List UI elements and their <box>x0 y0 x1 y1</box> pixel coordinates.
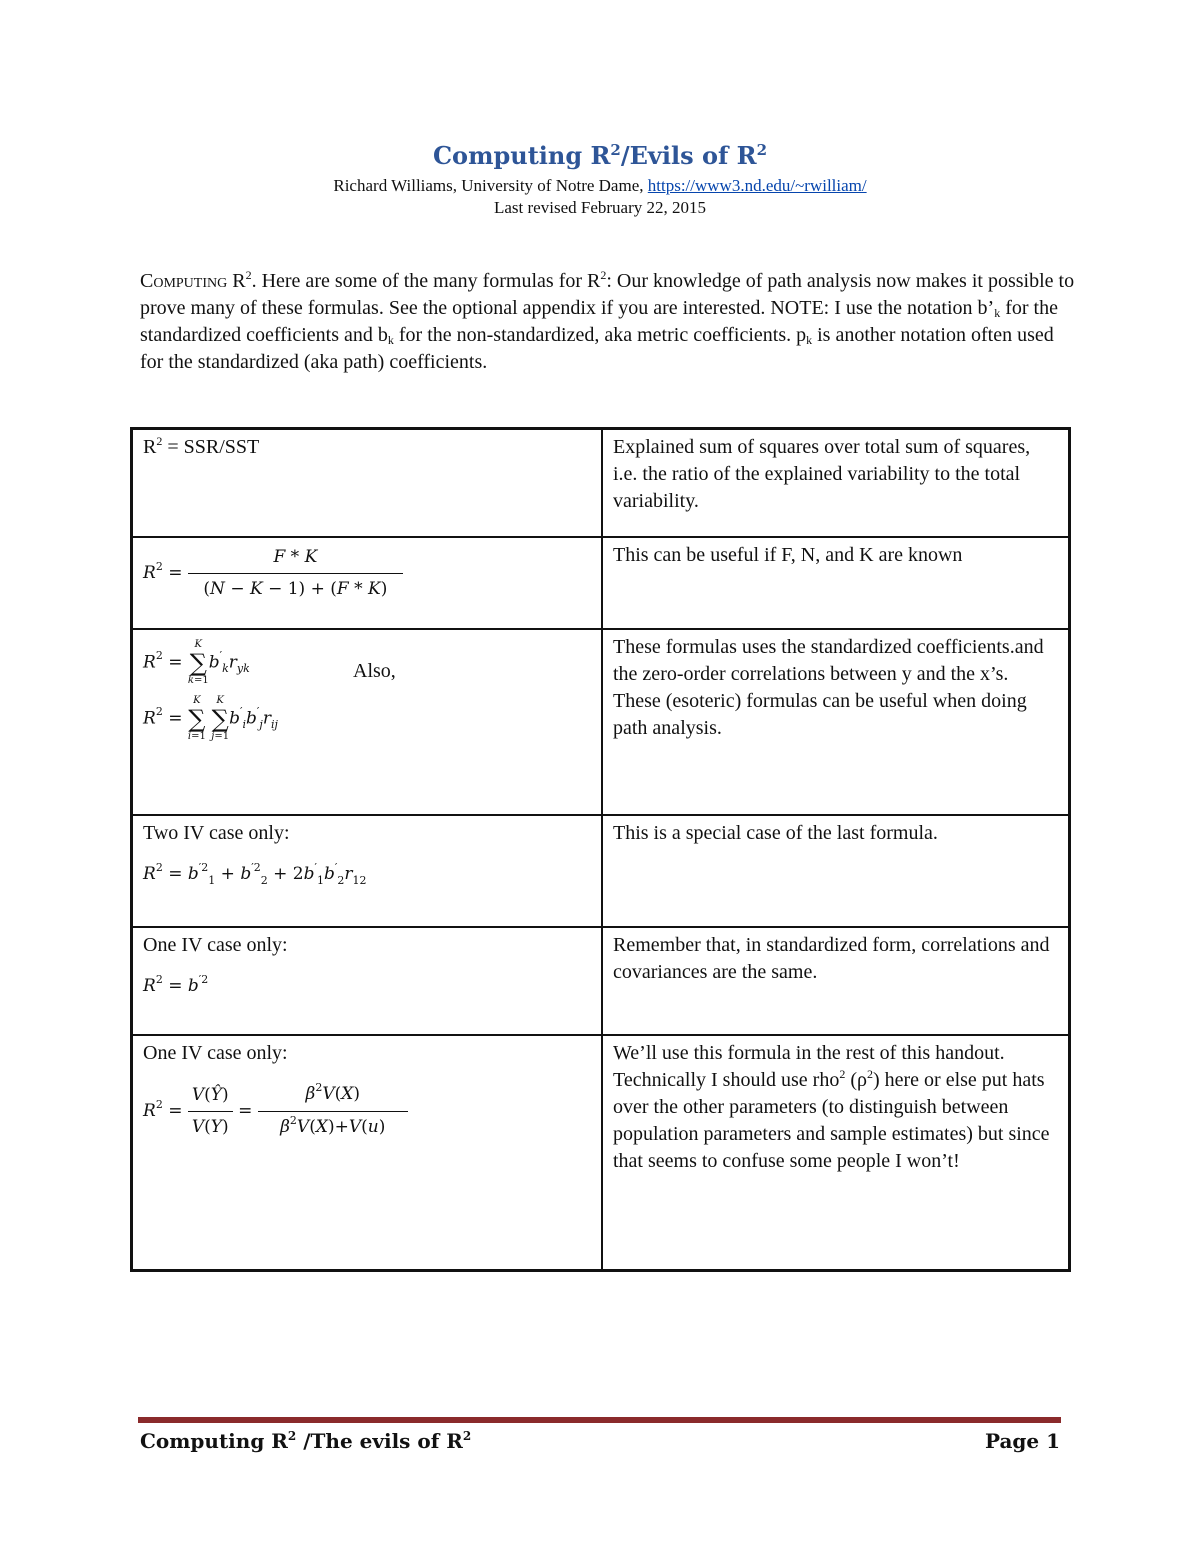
description-cell: This can be useful if F, N, and K are known <box>602 537 1070 629</box>
formula-cell <box>132 429 603 537</box>
formula-sum-single: $R^2$ = K ∑ k=1 $b'_kr_{yk}$ Also, <box>143 638 396 686</box>
description-cell: Explained sum of squares over total sum of squares, i.e. the ratio of the explained variability to the total variability. <box>602 429 1070 537</box>
table-row <box>132 1035 1070 1271</box>
intro-paragraph: Computing $R^2$. Here are some of the many formulas for $R^2$: Our knowledge of path analysis now makes it possible to prove many of these formulas. See the optional appendix if you are interested. NOTE: I use the notation $b’_k$ for the standardized coefficients and $b_k$ for the non-standardized, aka metric coefficients. $p_k$ is another notation often used for the standardized (aka path) coefficients. <box>140 268 1075 373</box>
author-url-link[interactable]: https://www3.nd.edu/~rwilliam/ <box>647 176 867 195</box>
formula-two-iv: $R^2 = b^{'2}_1 + b^{'2}_2 + 2b'_1b'_2r_{12}$ <box>143 860 367 887</box>
formula-cell <box>132 815 603 927</box>
formula-one-iv: $R^2 = b^{'2}$ <box>143 972 209 996</box>
formula-cell <box>132 927 603 1035</box>
formula-cell <box>132 629 603 815</box>
description-cell: Remember that, in standardized form, correlations and covariances are the same. <box>602 927 1070 1035</box>
table-row <box>132 927 1070 1035</box>
page-title: Computing $R^2$/Evils of $R^2$ <box>432 141 768 170</box>
case-label: Two IV case only: <box>143 821 290 844</box>
formula-cell <box>132 1035 603 1271</box>
revision-date: Last revised February 22, 2015 <box>494 198 706 217</box>
footer-rule <box>138 1417 1061 1423</box>
case-label: One IV case only: <box>143 1041 288 1064</box>
formula-table <box>130 427 1071 1272</box>
formula-f-statistic: $R^2$ = $\frac{F * K}{(N - K - 1) + (F * K)}$ <box>143 544 591 603</box>
page-number: Page 1 <box>984 1429 1060 1453</box>
table-row <box>132 537 1070 629</box>
formula-variance-ratio: $R^2$ = $\frac{V(Ŷ)}{V(Y)}$ = $\frac{\beta^2V(X)}{\beta^2V(X)+V(u)}$ <box>143 1081 591 1142</box>
author-line: Richard Williams, University of Notre Dame, https://www3.nd.edu/~rwilliam/ <box>333 176 867 195</box>
also-label: Also, <box>353 659 396 682</box>
table-row <box>132 629 1070 815</box>
table-row <box>132 815 1070 927</box>
table-row <box>132 429 1070 537</box>
description-cell: This is a special case of the last formula. <box>602 815 1070 927</box>
description-cell: We’ll use this formula in the rest of this handout. Technically I should use rho$^2$ $(\rho^2)$ here or else put hats over the other parameters (to distinguish between population parameters and sample estimates) but since that seems to confuse some people I won’t! <box>602 1035 1070 1271</box>
description-cell: These formulas uses the standardized coefficients.and the zero-order correlations between y and the x’s. These (esoteric) formulas can be useful when doing path analysis. <box>602 629 1070 815</box>
formula-cell <box>132 537 603 629</box>
formula-ssr-sst: $R^2 = SSR/SST$ <box>143 434 260 458</box>
footer-title: Computing $R^2$ /The evils of $R^2$ <box>140 1429 472 1453</box>
case-label: One IV case only: <box>143 933 288 956</box>
formula-sum-double: $R^2$ = K ∑ i=1 K ∑ j=1 $b'_ib'_jr_{ij}$ <box>143 694 278 742</box>
